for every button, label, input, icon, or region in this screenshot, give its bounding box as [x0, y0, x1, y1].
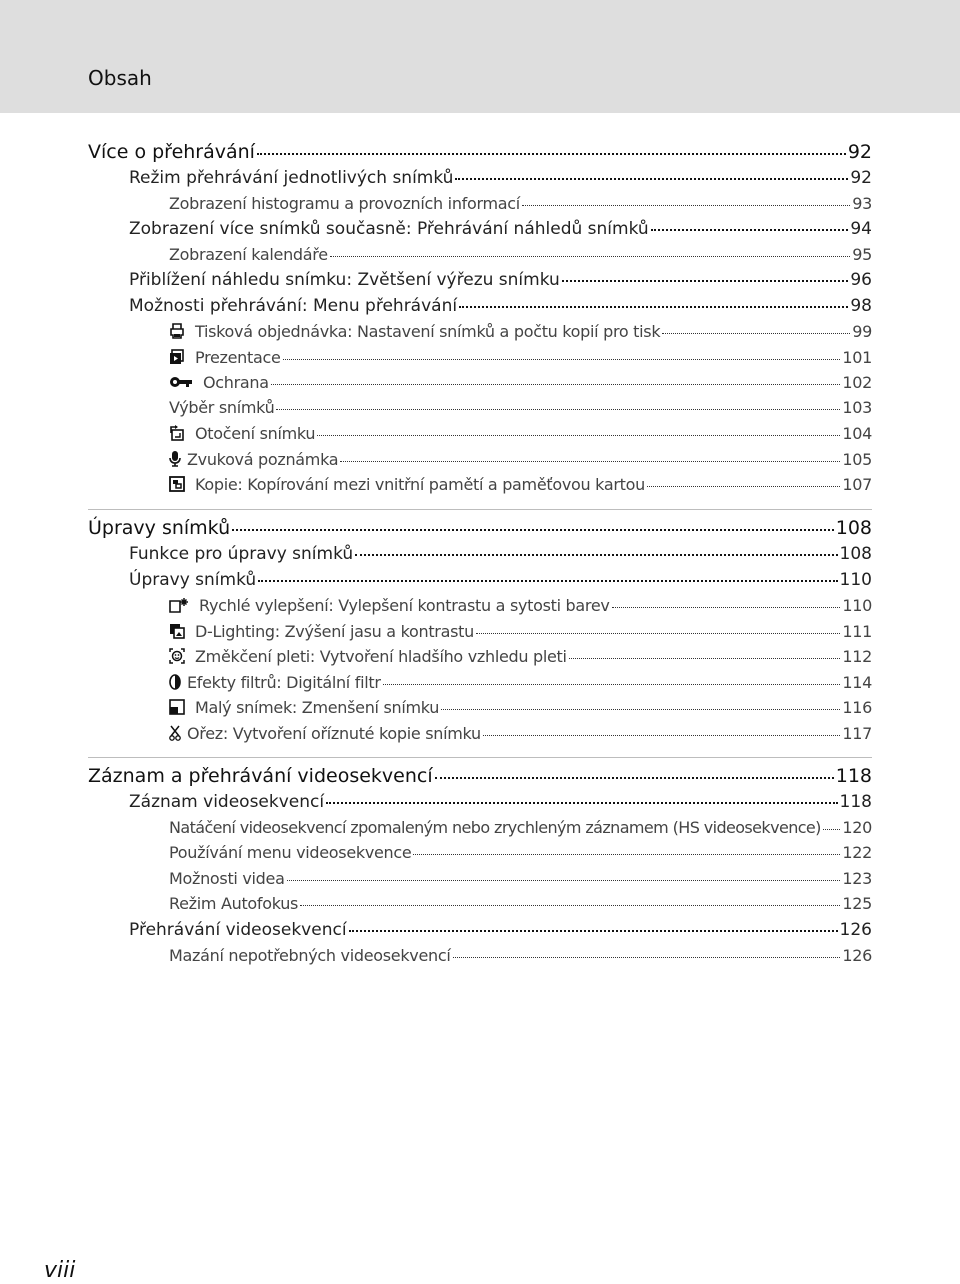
- toc-entry-page: 117: [842, 724, 872, 743]
- toc-entry[interactable]: [129, 920, 872, 940]
- toc-entry-page: 103: [842, 398, 872, 417]
- toc-entry[interactable]: [169, 818, 872, 837]
- toc-entry-page: 108: [835, 517, 872, 539]
- toc-entry-label: Přiblížení náhledu snímku: Zvětšení výřezu snímku: [129, 270, 560, 290]
- toc-entry-label: Funkce pro úpravy snímků: [129, 544, 354, 564]
- toc-entry-label: Mazání nepotřebných videosekvencí: [169, 946, 451, 965]
- toc-entry-label: Možnosti videa: [169, 869, 285, 888]
- d-lighting-icon: [169, 623, 185, 639]
- header-band: [0, 0, 960, 113]
- toc-entry[interactable]: [169, 595, 872, 615]
- dot-leader: [651, 229, 849, 231]
- dot-leader: [271, 384, 841, 385]
- toc-entry-page: 116: [842, 698, 872, 717]
- toc-entry-label: D-Lighting: Zvýšení jasu a kontrastu: [195, 622, 474, 641]
- toc-entry-page: 98: [850, 296, 872, 316]
- toc-entry[interactable]: [169, 372, 872, 392]
- crop-icon: [169, 725, 181, 741]
- toc-entry-page: 96: [850, 270, 872, 290]
- page-title: Obsah: [88, 66, 152, 90]
- toc-entry-label: Efekty filtrů: Digitální filtr: [187, 673, 381, 692]
- toc-entry[interactable]: [129, 168, 872, 188]
- toc-section-movie[interactable]: [88, 765, 872, 787]
- dot-leader: [435, 777, 834, 779]
- toc-entry-label: Ořez: Vytvoření oříznuté kopie snímku: [187, 724, 481, 743]
- toc-entry[interactable]: [129, 270, 872, 290]
- toc-section-image-editing[interactable]: [88, 517, 872, 539]
- quick-retouch-icon: [169, 597, 189, 613]
- toc-entry-label: Zobrazení více snímků současně: Přehrávání náhledů snímků: [129, 219, 649, 239]
- toc-entry-label: Změkčení pleti: Vytvoření hladšího vzhledu pleti: [195, 647, 567, 666]
- toc-entry[interactable]: [129, 219, 872, 239]
- toc-entry-label: Používání menu videosekvence: [169, 843, 412, 862]
- toc-entry[interactable]: [129, 544, 872, 564]
- slideshow-icon: [169, 349, 185, 365]
- toc-entry-page: 107: [842, 475, 872, 494]
- toc-entry[interactable]: [169, 697, 872, 717]
- toc-entry-label: Záznam a přehrávání videosekvencí: [88, 765, 433, 787]
- toc-entry-page: 125: [842, 894, 872, 913]
- print-order-icon: [169, 323, 185, 339]
- toc-entry[interactable]: [169, 843, 872, 862]
- toc-entry[interactable]: [169, 946, 872, 965]
- toc-entry-page: 94: [850, 219, 872, 239]
- dot-leader: [662, 333, 850, 334]
- toc-entry[interactable]: [169, 894, 872, 913]
- toc-entry-label: Úpravy snímků: [88, 517, 231, 539]
- toc-entry-label: Možnosti přehrávání: Menu přehrávání: [129, 296, 458, 316]
- dot-leader: [330, 256, 850, 257]
- toc-entry[interactable]: [169, 474, 872, 494]
- dot-leader: [612, 607, 841, 608]
- dot-leader: [287, 880, 841, 881]
- toc-entry-page: 114: [842, 673, 872, 692]
- rotate-image-icon: [169, 425, 185, 441]
- toc-entry[interactable]: [169, 194, 872, 213]
- toc-entry[interactable]: [169, 245, 872, 264]
- toc-entry-label: Výběr snímků: [169, 398, 275, 417]
- dot-leader: [340, 461, 840, 462]
- dot-leader: [483, 735, 841, 736]
- dot-leader: [459, 306, 848, 308]
- dot-leader: [300, 905, 840, 906]
- dot-leader: [823, 829, 841, 830]
- toc-entry-page: 105: [842, 450, 872, 469]
- toc-entry[interactable]: [129, 570, 872, 590]
- toc-entry-label: Zvuková poznámka: [187, 450, 339, 469]
- toc-entry-page: 92: [850, 168, 872, 188]
- toc-entry[interactable]: [169, 869, 872, 888]
- section-divider: [88, 509, 872, 510]
- toc-entry-label: Přehrávání videosekvencí: [129, 920, 347, 940]
- toc-entry-label: Ochrana: [203, 373, 269, 392]
- toc-entry-page: 102: [842, 373, 872, 392]
- page-number: viii: [44, 1258, 76, 1283]
- skin-softening-icon: [169, 648, 185, 664]
- toc-entry-page: 122: [842, 843, 872, 862]
- toc-entry-label: Otočení snímku: [195, 424, 316, 443]
- toc-entry-label: Natáčení videosekvencí zpomaleným nebo zrychleným záznamem (HS videosekvence): [169, 818, 821, 837]
- toc-entry[interactable]: [169, 321, 872, 341]
- toc-entry-page: 92: [847, 141, 872, 163]
- dot-leader: [276, 409, 840, 410]
- toc-entry[interactable]: [169, 423, 872, 443]
- toc-entry[interactable]: [169, 672, 872, 692]
- toc-entry-label: Záznam videosekvencí: [129, 792, 325, 812]
- toc-entry-page: 112: [842, 647, 872, 666]
- toc-entry-label: Zobrazení kalendáře: [169, 245, 328, 264]
- toc-entry-label: Malý snímek: Zmenšení snímku: [195, 698, 440, 717]
- toc-entry[interactable]: [169, 347, 872, 367]
- toc-entry[interactable]: [169, 646, 872, 666]
- small-picture-icon: [169, 699, 185, 715]
- copy-icon: [169, 476, 185, 492]
- dot-leader: [355, 554, 837, 556]
- toc-entry[interactable]: [129, 792, 872, 812]
- toc-entry-page: 93: [852, 194, 872, 213]
- toc-entry[interactable]: [129, 296, 872, 316]
- microphone-icon: [169, 451, 181, 467]
- toc-entry-page: 101: [842, 348, 872, 367]
- toc-entry-label: Kopie: Kopírování mezi vnitřní pamětí a paměťovou kartou: [195, 475, 645, 494]
- toc-entry[interactable]: [169, 723, 872, 743]
- toc-entry-label: Prezentace: [195, 348, 281, 367]
- toc-entry-page: 110: [842, 596, 872, 615]
- dot-leader: [258, 580, 837, 582]
- toc-entry[interactable]: [169, 621, 872, 641]
- toc-entry-label: Rychlé vylepšení: Vylepšení kontrastu a sytosti barev: [199, 596, 610, 615]
- toc-entry-label: Více o přehrávání: [88, 141, 255, 163]
- toc-entry[interactable]: [169, 449, 872, 469]
- dot-leader: [383, 684, 841, 685]
- toc-entry-page: 104: [842, 424, 872, 443]
- toc-entry-page: 118: [839, 792, 872, 812]
- toc-entry-page: 110: [839, 570, 872, 590]
- dot-leader: [326, 802, 837, 804]
- toc-entry[interactable]: [169, 398, 872, 417]
- toc-entry-label: Úpravy snímků: [129, 570, 257, 590]
- dot-leader: [349, 930, 838, 932]
- dot-leader: [455, 178, 848, 180]
- toc-entry-label: Režim přehrávání jednotlivých snímků: [129, 168, 454, 188]
- dot-leader: [441, 709, 840, 710]
- toc-entry-page: 123: [842, 869, 872, 888]
- toc-entry-page: 126: [839, 920, 872, 940]
- toc-entry-page: 111: [842, 622, 872, 641]
- dot-leader: [476, 633, 840, 634]
- section-divider: [88, 757, 872, 758]
- toc-entry-page: 120: [842, 818, 872, 837]
- toc-entry-page: 99: [852, 322, 872, 341]
- toc-entry-label: Režim Autofokus: [169, 894, 299, 913]
- dot-leader: [232, 529, 834, 531]
- filter-effects-icon: [169, 674, 181, 690]
- toc-entry-page: 108: [839, 544, 872, 564]
- dot-leader: [317, 435, 840, 436]
- dot-leader: [522, 205, 850, 206]
- toc-entry-page: 95: [852, 245, 872, 264]
- protect-key-icon: [169, 374, 193, 390]
- dot-leader: [283, 359, 841, 360]
- dot-leader: [647, 486, 840, 487]
- dot-leader: [453, 957, 841, 958]
- toc-entry-page: 126: [842, 946, 872, 965]
- toc-entry-label: Zobrazení histogramu a provozních informací: [169, 194, 520, 213]
- toc-section-more-playback[interactable]: [88, 141, 872, 163]
- dot-leader: [413, 854, 840, 855]
- dot-leader: [569, 658, 841, 659]
- toc-entry-page: 118: [835, 765, 872, 787]
- dot-leader: [257, 153, 846, 155]
- dot-leader: [562, 280, 849, 282]
- toc-entry-label: Tisková objednávka: Nastavení snímků a počtu kopií pro tisk: [195, 322, 661, 341]
